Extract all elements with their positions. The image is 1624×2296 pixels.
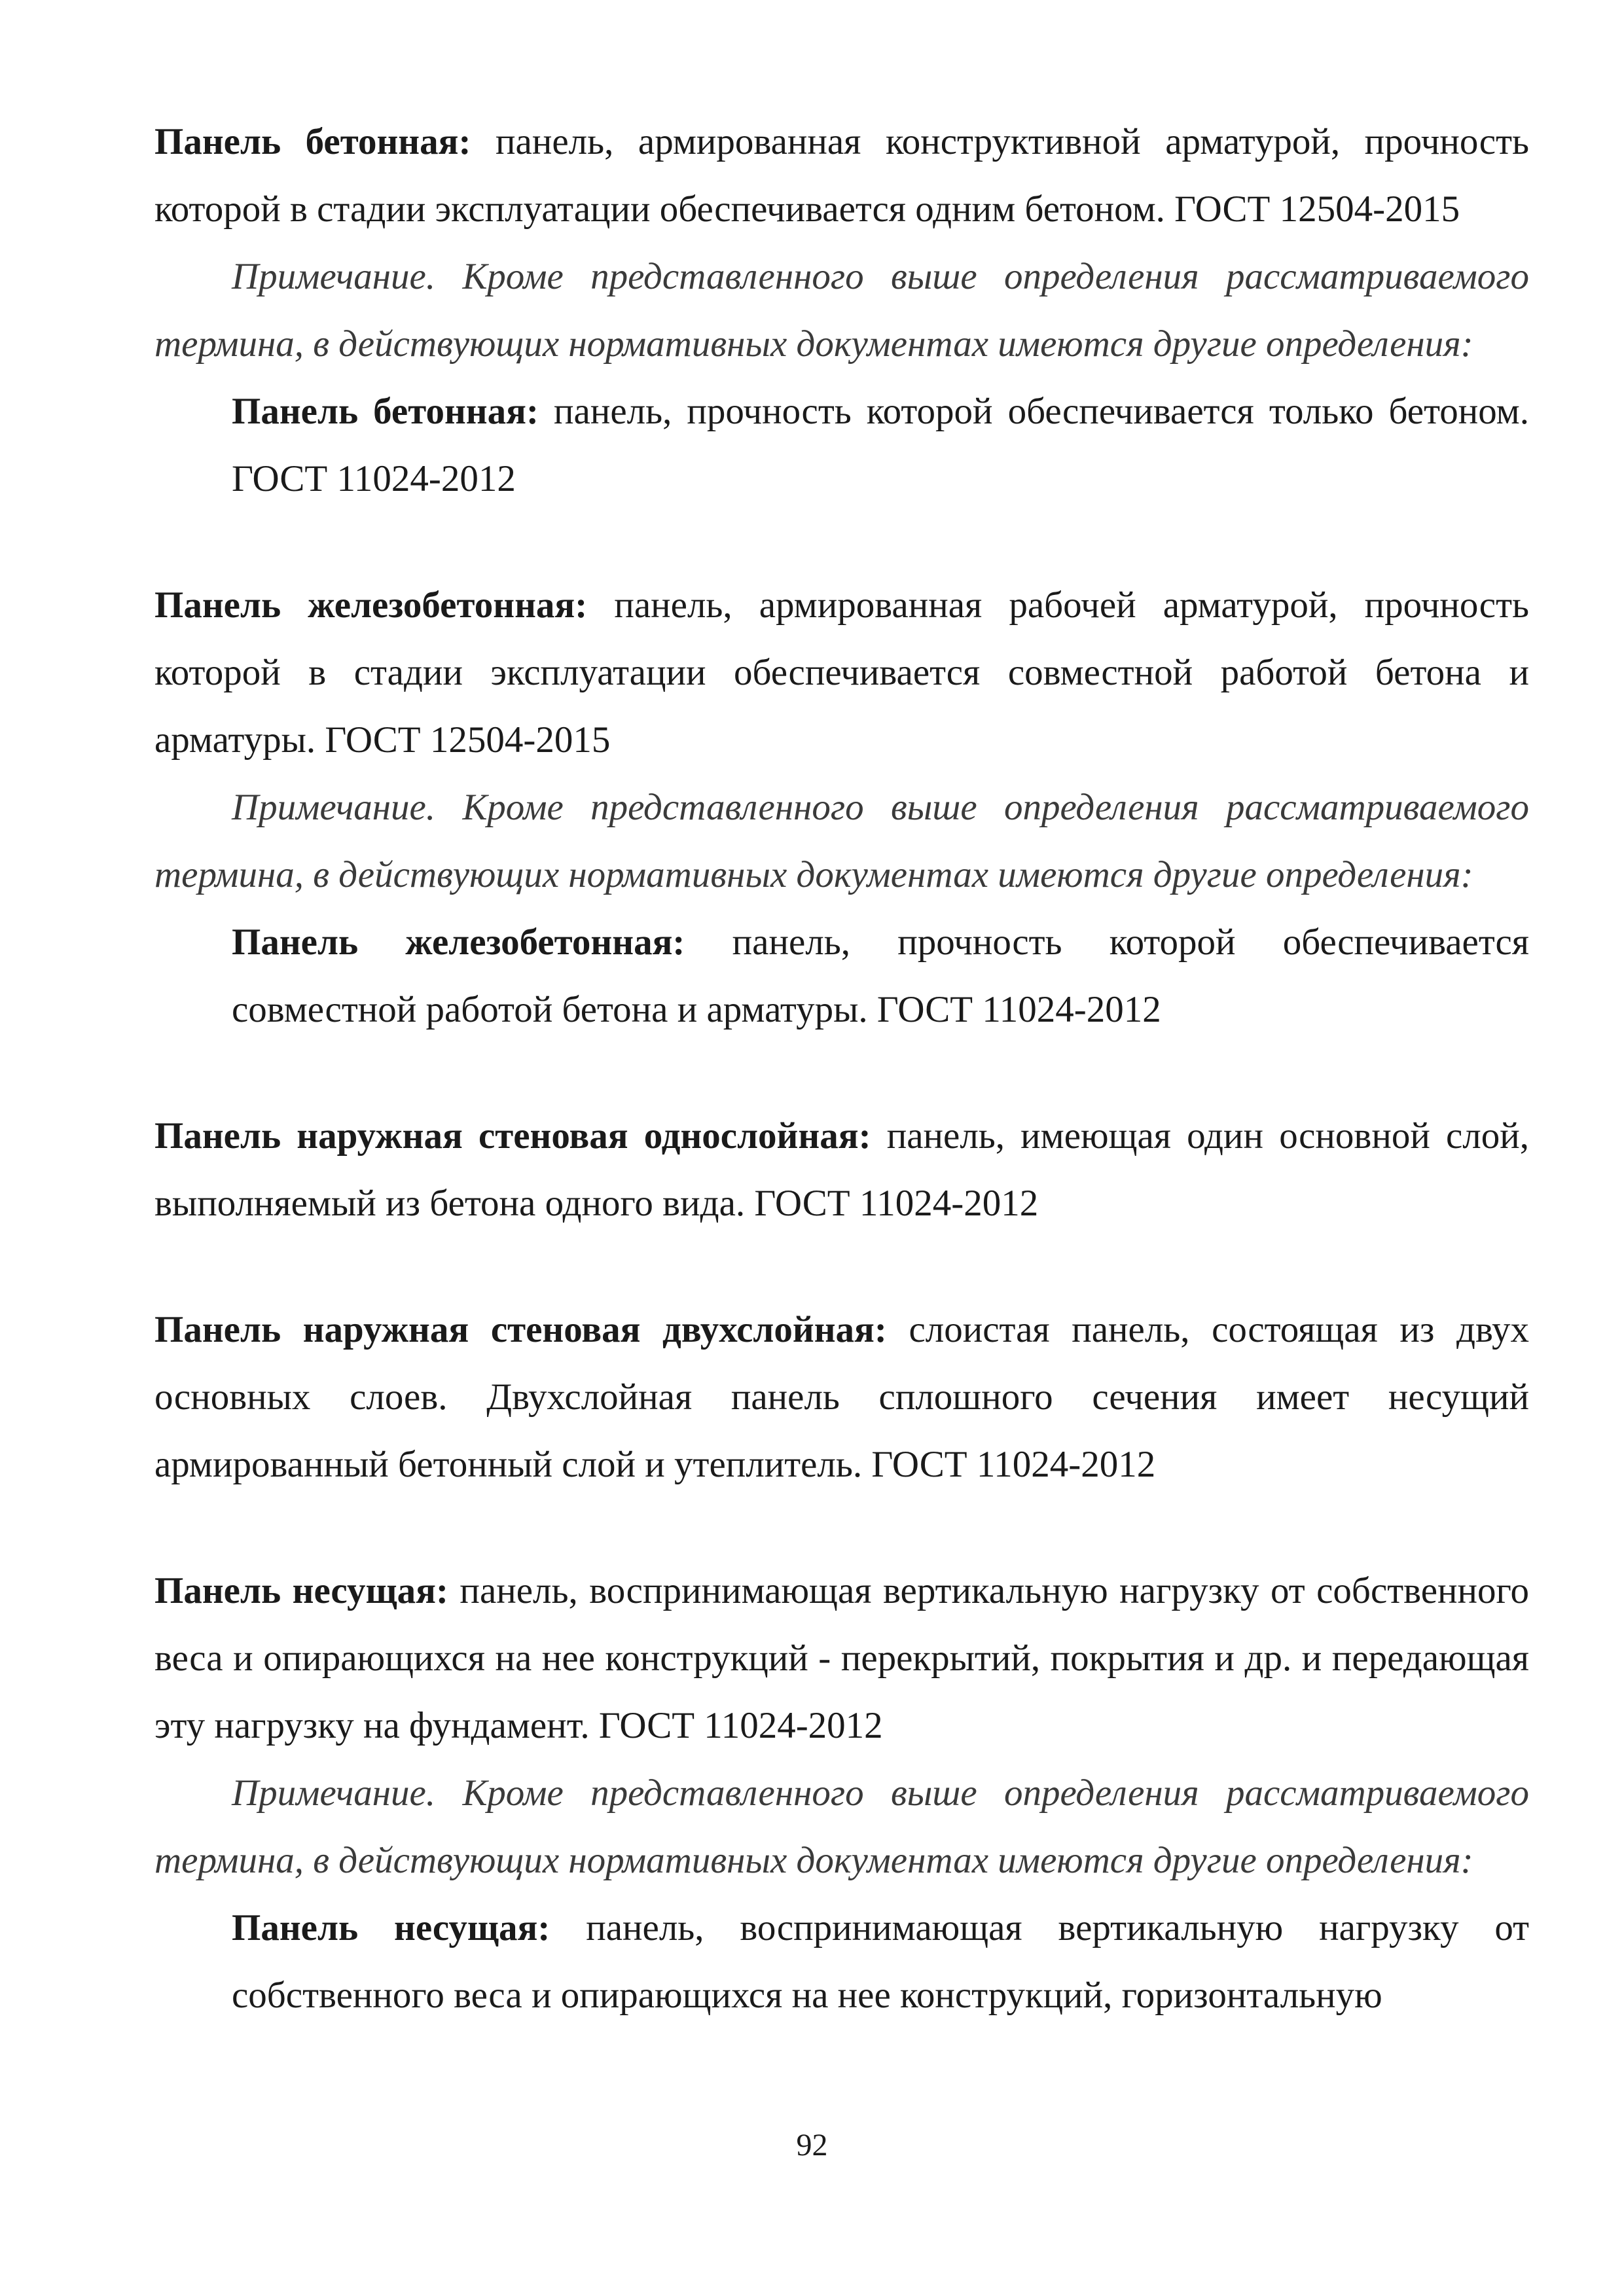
definition-text: панель, имеющая один основной слой, выполняемый из бетона одного вида. ГОСТ 11024-2012 (154, 1115, 1529, 1224)
definition-text: панель, армированная рабочей арматурой, прочность которой в стадии эксплуатации обеспечивается совместной работой бетона и арматуры. ГОСТ 12504-2015 (154, 584, 1529, 761)
definition-paragraph (154, 108, 1529, 243)
paragraph-gap (154, 1237, 1529, 1296)
definition-text: панель, армированная конструктивной арматурой, прочность которой в стадии эксплуатации обеспечивается одним бетоном. ГОСТ 12504-2015 (154, 121, 1529, 230)
alt-definition-text: панель, прочность которой обеспечивается совместной работой бетона и арматуры. ГОСТ 11024-2012 (232, 922, 1529, 1030)
term: Панель железобетонная: (154, 584, 588, 626)
definition-paragraph (154, 1557, 1529, 1759)
definition-paragraph (154, 571, 1529, 774)
term: Панель наружная стеновая однослойная: (154, 1115, 871, 1157)
term: Панель бетонная: (154, 121, 471, 162)
page-number: 92 (796, 2128, 828, 2162)
term: Панель несущая: (154, 1570, 448, 1611)
note-paragraph: Примечание. Кроме представленного выше определения рассматриваемого термина, в действующих нормативных документах имеются другие определения: (154, 787, 1529, 895)
document-page (154, 108, 1529, 2029)
definition-text: панель, воспринимающая вертикальную нагрузку от собственного веса и опирающихся на нее конструкций - перекрытий, покрытия и др. и передающая эту нагрузку на фундамент. ГОСТ 11024-2012 (154, 1570, 1529, 1746)
alt-definition-paragraph (232, 908, 1529, 1043)
alt-term: Панель железобетонная: (232, 922, 685, 963)
alt-definition-paragraph (232, 378, 1529, 512)
alt-term: Панель несущая: (232, 1907, 550, 1948)
definition-paragraph (154, 1102, 1529, 1237)
term: Панель наружная стеновая двухслойная: (154, 1309, 887, 1350)
paragraph-gap (154, 512, 1529, 571)
note-paragraph: Примечание. Кроме представленного выше определения рассматриваемого термина, в действующих нормативных документах имеются другие определения: (154, 256, 1529, 365)
alt-definition-paragraph (232, 1894, 1529, 2029)
note-paragraph: Примечание. Кроме представленного выше определения рассматриваемого термина, в действующих нормативных документах имеются другие определения: (154, 1772, 1529, 1881)
alt-term: Панель бетонная: (232, 391, 539, 432)
definition-text: слоистая панель, состоящая из двух основных слоев. Двухслойная панель сплошного сечения имеет несущий армированный бетонный слой и утеплитель. ГОСТ 11024-2012 (154, 1309, 1529, 1485)
definition-paragraph (154, 1296, 1529, 1498)
alt-definition-text: панель, прочность которой обеспечивается только бетоном. ГОСТ 11024-2012 (232, 391, 1529, 499)
alt-definition-text: панель, воспринимающая вертикальную нагрузку от собственного веса и опирающихся на нее конструкций, горизонтальную (232, 1907, 1529, 2016)
paragraph-gap (154, 1498, 1529, 1557)
paragraph-gap (154, 1043, 1529, 1102)
